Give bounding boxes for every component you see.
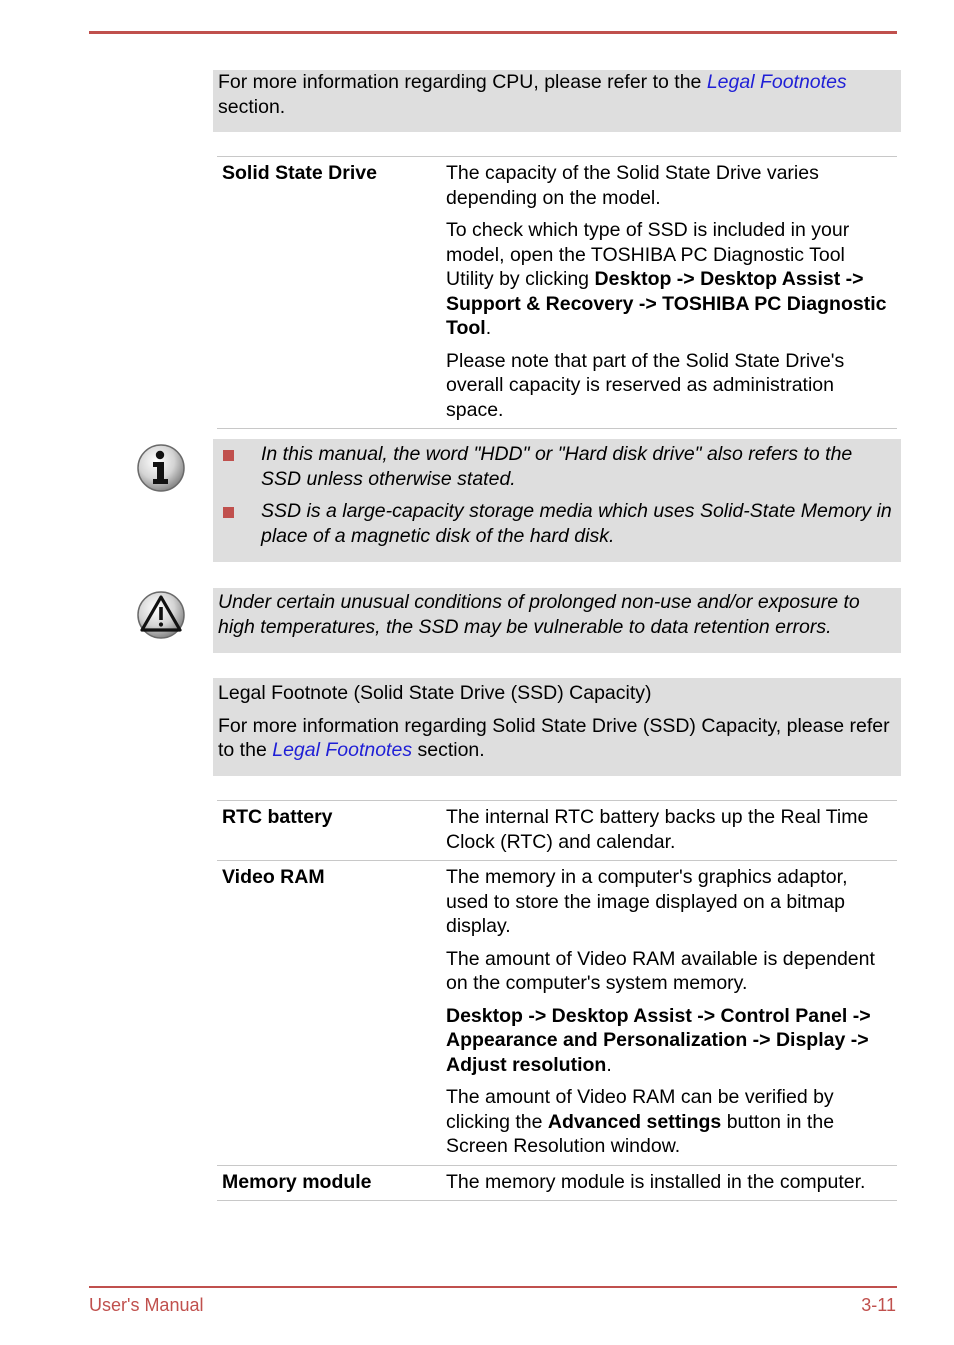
cpu-note-text: For more information regarding CPU, please refer to the Legal Footnotes section. [218,71,847,118]
legal-footnote-text: For more information regarding Solid State Drive (SSD) Capacity, please refer to the Legal Footnotes section. [218,714,890,761]
vram-path-text: Desktop -> Desktop Assist -> Control Panel -> Appearance and Personalization -> Display -> Adjust resolution. [446,1004,871,1076]
legal-footnotes-link[interactable]: Legal Footnotes [706,71,847,93]
table-row [217,801,897,861]
row-description: The internal RTC battery backs up the Real Time Clock (RTC) and calendar. [441,801,897,861]
ssd-table [217,156,897,429]
bullet-icon [223,450,234,461]
bullet-icon [223,507,234,518]
vram-verify-text: The amount of Video RAM can be verified by clicking the Advanced settings button in the Screen Resolution window. [446,1086,835,1157]
warning-text: Under certain unusual conditions of prolonged non-use and/or exposure to high temperatures, the SSD may be vulnerable to data retention errors. [218,591,860,638]
legal-footnote-title: Legal Footnote (Solid State Drive (SSD) Capacity) [218,682,652,704]
table-row [217,1165,897,1201]
table-row [217,861,897,1166]
row-label: Memory module [217,1165,441,1201]
legal-footnote-note [213,678,901,776]
row-description [441,157,897,429]
cpu-note [213,70,901,132]
ssd-capacity-text: The capacity of the Solid State Drive varies depending on the model. [446,162,819,209]
legal-footnotes-link[interactable]: Legal Footnotes [272,739,413,761]
footer-title: User's Manual [89,1295,204,1315]
row-description: The memory module is installed in the computer. [441,1165,897,1201]
row-description [441,861,897,1166]
info-icon [136,443,186,493]
row-label: Solid State Drive [217,157,441,429]
specs-table [217,800,897,1201]
list-item: In this manual, the word "HDD" or "Hard disk drive" also refers to the SSD unless otherwise stated. [218,442,896,491]
ssd-reserved-text: Please note that part of the Solid State Drive's overall capacity is reserved as administration space. [446,349,845,421]
page-number: 3-11 [861,1295,896,1315]
ssd-check-text: To check which type of SSD is included in your model, open the TOSHIBA PC Diagnostic Tool Utility by clicking Desktop -> Desktop Assist -> Support & Recovery -> TOSHIBA PC Diagnostic Tool. [446,219,887,339]
vram-definition-text: The memory in a computer's graphics adaptor, used to store the image displayed on a bitmap display. [446,866,848,937]
row-label: Video RAM [217,861,441,1166]
info-note [213,439,901,562]
warning-note [213,588,901,653]
footer-rule [89,1286,897,1288]
header-rule [89,31,897,34]
list-item: SSD is a large-capacity storage media which uses Solid-State Memory in place of a magnetic disk of the hard disk. [218,499,896,548]
row-label: RTC battery [217,801,441,861]
warning-icon [136,590,186,640]
table-row [217,157,897,429]
vram-amount-text: The amount of Video RAM available is dependent on the computer's system memory. [446,947,875,994]
